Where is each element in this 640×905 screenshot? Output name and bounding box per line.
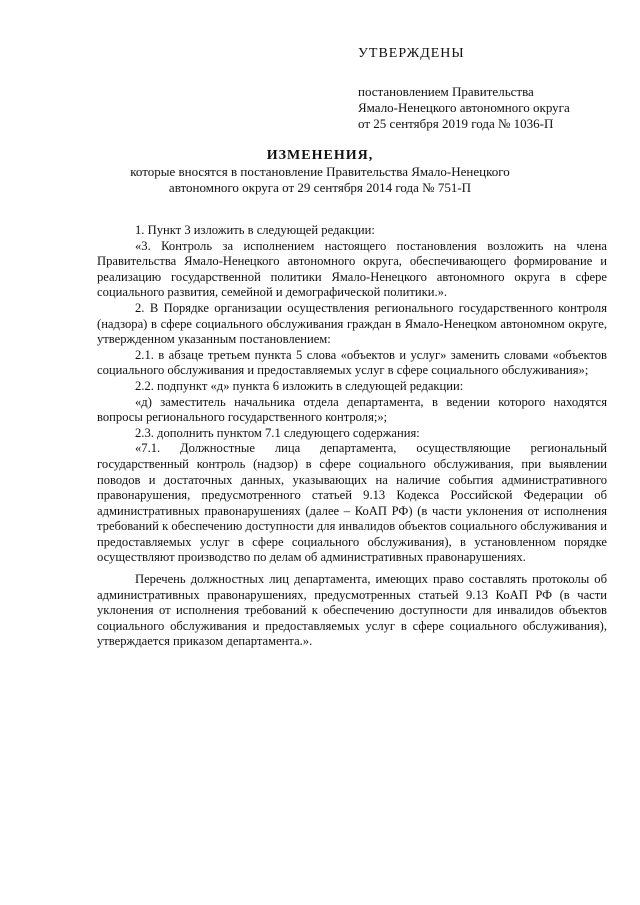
title-line-2: автономного округа от 29 сентября 2014 года № 751-П xyxy=(168,180,472,195)
paragraph: 1. Пункт 3 изложить в следующей редакции: xyxy=(135,223,375,237)
paragraph: «д) заместитель начальника отдела департамента, в ведении которого находятся вопросы регионального государственного контроля;»; xyxy=(97,394,607,425)
title-line-1: которые вносятся в постановление Правительства Ямало-Ненецкого xyxy=(130,164,510,179)
title-heading: ИЗМЕНЕНИЯ, xyxy=(266,148,374,163)
paragraph: 2.3. дополнить пунктом 7.1 следующего содержания: xyxy=(135,425,420,440)
approval-line-2: Ямало-Ненецкого автономного округа xyxy=(358,100,570,115)
document-body xyxy=(97,223,607,650)
approval-line-1: постановлением Правительства xyxy=(358,84,534,99)
paragraph: «3. Контроль за исполнением настоящего постановления возложить на члена Правительства Ямало-Ненецкого автономного округа, обеспечивающего формирование и реализацию государственной политики Ямало-Ненецкого автономного округа в сфере социального развития, семейной и демографической политики.». xyxy=(97,238,607,300)
paragraph: 2.2. подпункт «д» пункта 6 изложить в следующей редакции: xyxy=(135,378,464,393)
paragraph: 2. В Порядке организации осуществления регионального государственного контроля (надзора) в сфере социального обслуживания граждан в Ямало-Ненецком автономном округе, утвержденном указанным постановлением: xyxy=(97,300,607,347)
approval-line-3: от 25 сентября 2019 года № 1036-П xyxy=(358,116,554,131)
approval-block xyxy=(358,46,628,132)
paragraph: Перечень должностных лиц департамента, имеющих право составлять протоколы об административных правонарушениях, предусмотренных статьей 9.13 КоАП РФ (в части уклонения от исполнения требований к обеспечению доступности для инвалидов объектов социального обслуживания и предоставляемых услуг в сфере социального обслуживания), утверждается приказом департамента.». xyxy=(97,572,607,649)
document-title xyxy=(60,148,580,196)
approved-label: УТВЕРЖДЕНЫ xyxy=(358,46,465,61)
paragraph: «7.1. Должностные лица департамента, осуществляющие региональный государственный контроль (надзор) в сфере социального обслуживания, при выявлении поводов и достаточных данных, указывающих на наличие события административного правонарушения, предусмотренного статьей 9.13 Кодекса Российской Федерации об административных правонарушениях (далее – КоАП РФ) (в части уклонения от исполнения требований к обеспечению доступности для инвалидов объектов социального обслуживания и предоставляемых услуг в сфере социального обслуживания), в установленном порядке осуществляют производство по делам об административных правонарушениях. xyxy=(97,441,607,565)
paragraph: 2.1. в абзаце третьем пункта 5 слова «объектов и услуг» заменить словами «объектов социального обслуживания и предоставляемых услуг в сфере социального обслуживания»; xyxy=(97,347,607,378)
